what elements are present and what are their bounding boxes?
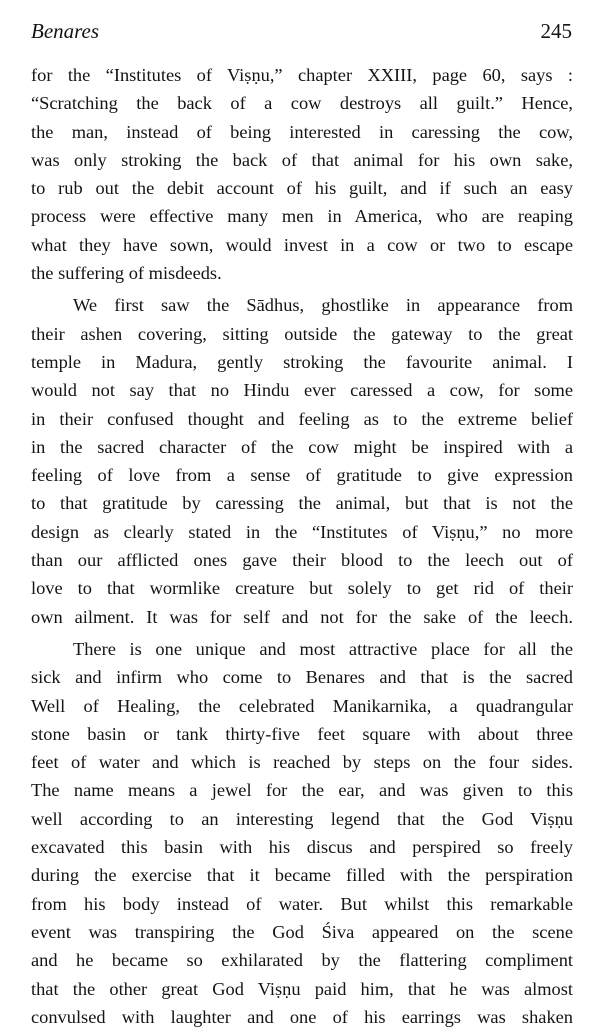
text-line: well according to an interesting legend that the God Viṣṇu — [31, 808, 573, 829]
text-line: love to that wormlike creature but solely to get rid of their — [31, 578, 573, 599]
text-line: There is one unique and most attractive place for all the — [73, 638, 573, 659]
text-line: during the exercise that it became filled with the perspiration — [31, 865, 573, 886]
text-line: to that gratitude by caressing the animal, but that is not the — [31, 493, 573, 514]
page-number: 245 — [540, 19, 572, 43]
text-line: Well of Healing, the celebrated Manikarnika, a quadrangular — [31, 695, 573, 716]
paragraph-1 — [31, 61, 573, 287]
text-line: in their confused thought and feeling as to the extreme belief — [31, 408, 573, 429]
text-line: convulsed with laughter and one of his earrings was shaken — [31, 1006, 573, 1027]
text-line: than our afflicted ones gave their blood to the leech out of — [31, 550, 573, 571]
text-line: feet of water and which is reached by steps on the four sides. — [31, 752, 573, 773]
text-line: own ailment. It was for self and not for the sake of the leech. — [31, 606, 573, 627]
text-line: for the “Institutes of Viṣṇu,” chapter XXIII, page 60, says : — [31, 65, 573, 85]
text-line: was only stroking the back of that animal for his own sake, — [31, 149, 573, 170]
paragraph-3 — [31, 635, 573, 1031]
text-line: would not say that no Hindu ever caressed a cow, for some — [31, 380, 573, 401]
text-line: from his body instead of water. But whilst this remarkable — [31, 893, 573, 914]
text-line: event was transpiring the God Śiva appeared on the scene — [31, 921, 573, 942]
running-head — [31, 18, 572, 48]
text-line: and he became so exhilarated by the flattering compliment — [31, 950, 573, 971]
text-line: in the sacred character of the cow might be inspired with a — [31, 436, 573, 457]
text-line: the suffering of misdeeds. — [31, 263, 222, 284]
text-line: the man, instead of being interested in caressing the cow, — [31, 121, 573, 142]
text-line: The name means a jewel for the ear, and was given to this — [31, 780, 573, 801]
text-line: “Scratching the back of a cow destroys all guilt.” Hence, — [31, 93, 573, 114]
text-line: their ashen covering, sitting outside the gateway to the great — [31, 323, 573, 344]
text-line: stone basin or tank thirty-five feet square with about three — [31, 723, 573, 744]
paragraph-2 — [31, 291, 573, 631]
text-line: what they have sown, would invest in a cow or two to escape — [31, 234, 573, 255]
text-line: to rub out the debit account of his guilt, and if such an easy — [31, 178, 573, 199]
text-line: design as clearly stated in the “Institutes of Viṣṇu,” no more — [31, 521, 573, 542]
text-line: process were effective many men in America, who are reaping — [31, 206, 573, 227]
text-line: that the other great God Viṣṇu paid him, that he was almost — [31, 978, 573, 999]
text-line: excavated this basin with his discus and perspired so freely — [31, 837, 573, 858]
text-line: We first saw the Sādhus, ghostlike in appearance from — [73, 295, 573, 316]
running-title: Benares — [31, 19, 100, 43]
text-line: feeling of love from a sense of gratitude to give expression — [31, 465, 573, 486]
text-line: sick and infirm who come to Benares and that is the sacred — [31, 667, 573, 688]
body-text — [31, 61, 573, 1035]
text-line: temple in Madura, gently stroking the favourite animal. I — [31, 351, 573, 372]
